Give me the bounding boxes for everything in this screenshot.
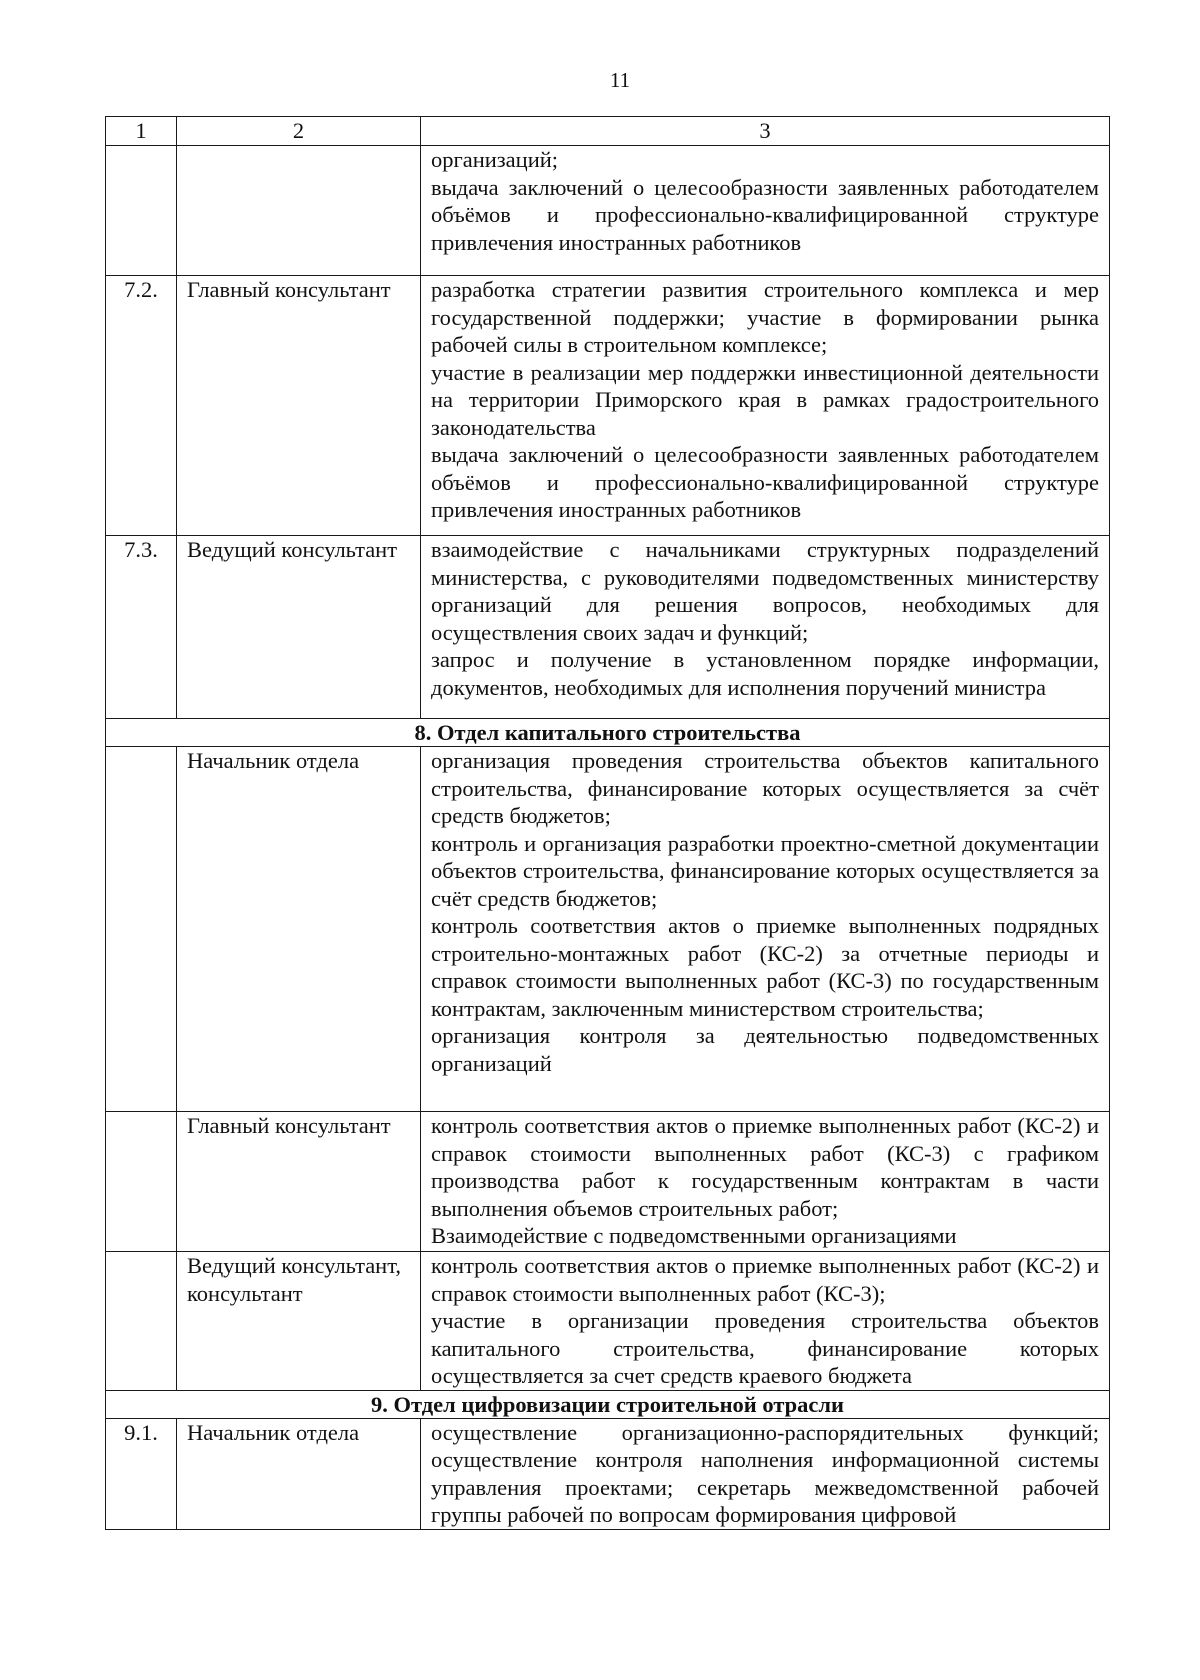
position-title (177, 146, 421, 276)
table-row (106, 747, 1110, 1112)
duty-item: Взаимодействие с подведомственными организациями (431, 1223, 957, 1248)
position-title: Ведущий консультант (177, 536, 421, 719)
row-number (106, 146, 177, 276)
position-title: Главный консультант (177, 276, 421, 536)
duty-item: организация контроля за деятельностью подведомственных организаций (431, 1023, 1099, 1076)
duties-cell (421, 536, 1110, 719)
section-title: 9. Отдел цифровизации строительной отрасли (106, 1390, 1110, 1418)
position-title: Начальник отдела (177, 1418, 421, 1529)
row-number (106, 1252, 177, 1391)
duties-cell (421, 276, 1110, 536)
duties-cell (421, 1418, 1110, 1529)
duty-item: взаимодействие с начальниками структурных подразделений министерства, с руководителями подведомственных министерству организаций для решения вопросов, необходимых для осуществления своих задач и функций; (431, 537, 1099, 645)
duty-item: осуществление организационно-распорядительных функций; осуществление контроля наполнения информационной системы управления проектами; секретарь межведомственной рабочей группы рабочей по вопросам формирования цифровой (431, 1419, 1099, 1527)
position-title: Начальник отдела (177, 747, 421, 1112)
duty-item: контроль соответствия актов о приемке выполненных работ (КС-2) и справок стоимости выполненных работ (КС-3) с графиком производства работ к государственным контрактам в части выполнения объемов строительных работ; (431, 1113, 1099, 1221)
duties-cell (421, 1112, 1110, 1252)
duties-cell (421, 747, 1110, 1112)
column-header-1: 1 (106, 117, 177, 146)
table-row (106, 1112, 1110, 1252)
staff-duties-table (105, 116, 1110, 1530)
duty-item: участие в реализации мер поддержки инвестиционной деятельности на территории Приморского края в рамках градостроительного законодательства (431, 359, 1099, 440)
duty-item: организация проведения строительства объектов капитального строительства, финансирование которых осуществляется за счёт средств бюджетов; (431, 748, 1099, 828)
section-title: 8. Отдел капитального строительства (106, 719, 1110, 747)
duty-item: выдача заключений о целесообразности заявленных работодателем объёмов и профессионально-квалифицированной структуре привлечения иностранных работников (431, 174, 1099, 255)
table-row (106, 1418, 1110, 1529)
duty-item: контроль соответствия актов о приемке выполненных работ (КС-2) и справок стоимости выполненных работ (КС-3); (431, 1253, 1099, 1306)
table-row (106, 536, 1110, 719)
position-title: Ведущий консультант, консультант (177, 1252, 421, 1391)
duties-cell (421, 146, 1110, 276)
table-header-row (106, 117, 1110, 146)
duty-item: разработка стратегии развития строительного комплекса и мер государственной поддержки; участие в формировании рынка рабочей силы в строительном комплексе; (431, 277, 1099, 357)
duty-item: организаций; (431, 147, 559, 172)
duty-item: контроль соответствия актов о приемке выполненных подрядных строительно-монтажных работ (КС-2) за отчетные периоды и справок стоимости выполненных работ (КС-3) по государственным контрактам, заключенным министерством строительства; (431, 913, 1099, 1021)
table-row (106, 146, 1110, 276)
table-row (106, 1252, 1110, 1391)
row-number (106, 1112, 177, 1252)
row-number (106, 747, 177, 1112)
row-number: 7.2. (106, 276, 177, 536)
row-number: 9.1. (106, 1418, 177, 1529)
section-heading-row (106, 719, 1110, 747)
column-header-2: 2 (177, 117, 421, 146)
row-number: 7.3. (106, 536, 177, 719)
duty-item: выдача заключений о целесообразности заявленных работодателем объёмов и профессионально-квалифицированной структуре привлечения иностранных работников (431, 442, 1099, 522)
duty-item: контроль и организация разработки проектно-сметной документации объектов строительства, финансирование которых осуществляется за счёт средств бюджетов; (431, 830, 1099, 911)
column-header-3: 3 (421, 117, 1110, 146)
section-heading-row (106, 1390, 1110, 1418)
duties-cell (421, 1252, 1110, 1391)
table-row (106, 276, 1110, 536)
position-title: Главный консультант (177, 1112, 421, 1252)
duty-item: запрос и получение в установленном порядке информации, документов, необходимых для исполнения поручений министра (431, 647, 1099, 700)
duty-item: участие в организации проведения строительства объектов капитального строительства, финансирование которых осуществляется за счет средств краевого бюджета (431, 1308, 1099, 1388)
page-number: 11 (609, 68, 631, 92)
